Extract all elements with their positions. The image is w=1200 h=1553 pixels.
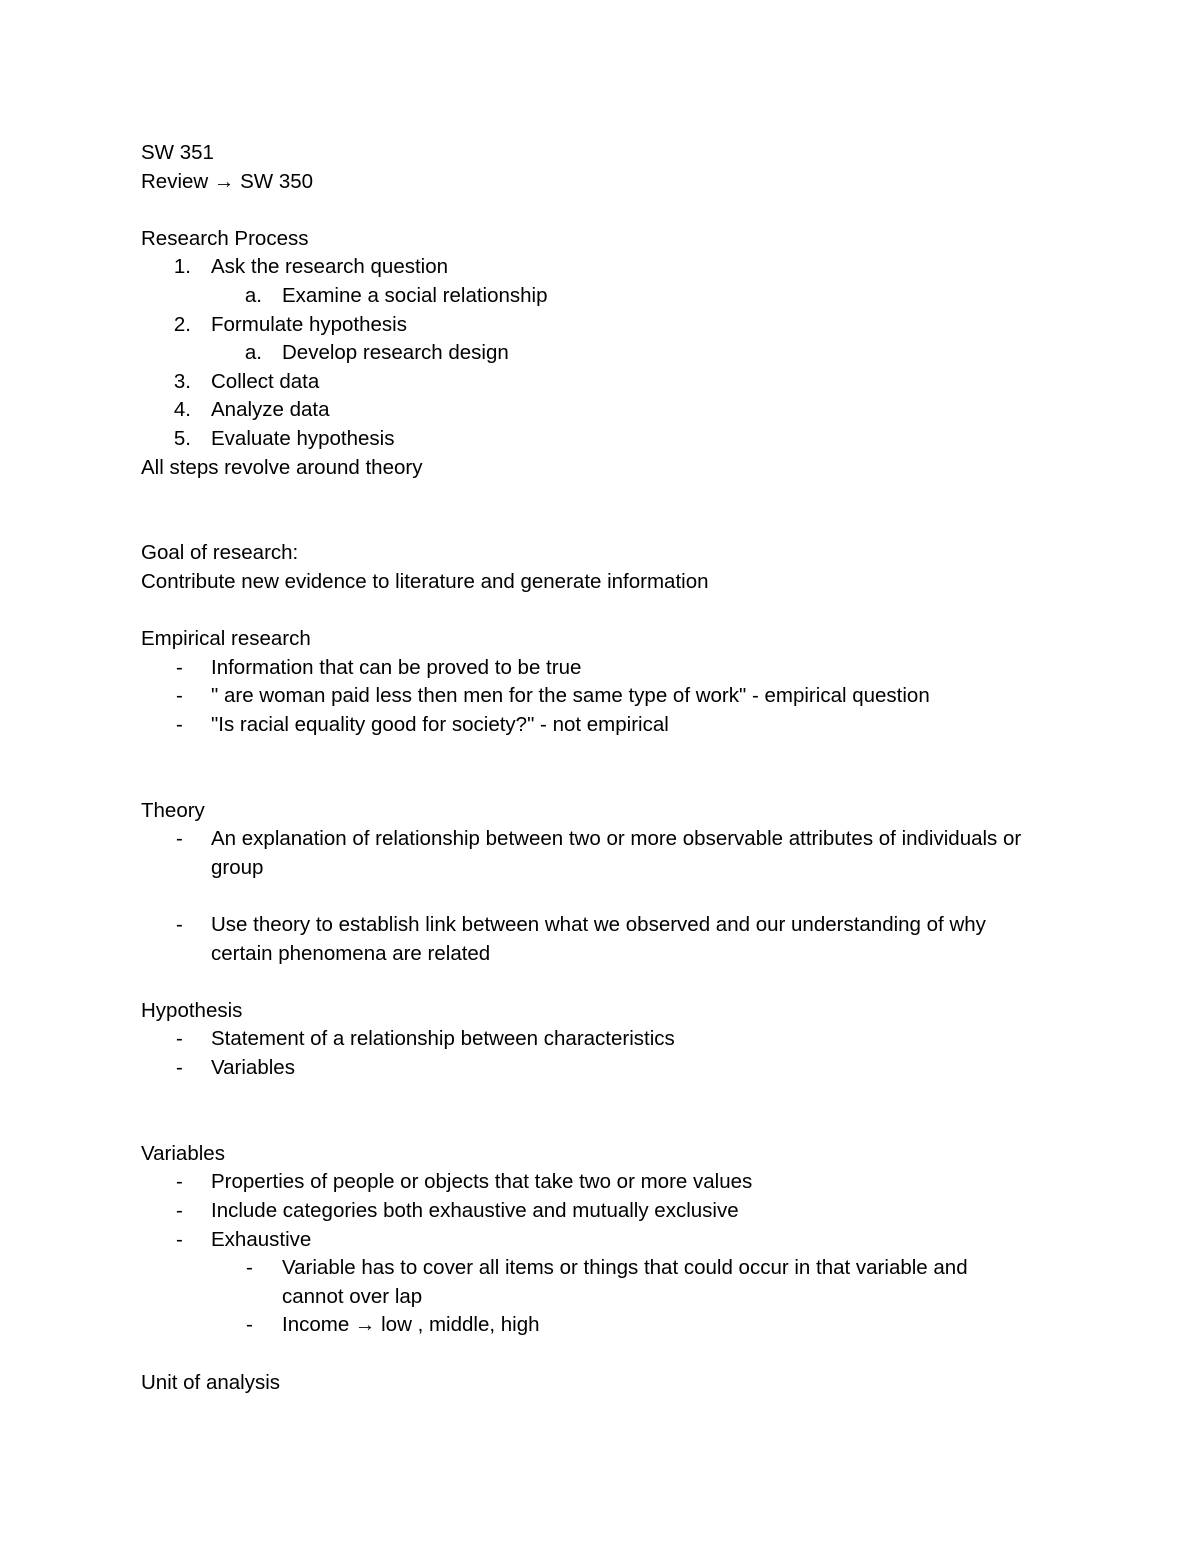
bullet-dash: -: [176, 913, 183, 937]
step-text: Formulate hypothesis: [211, 312, 407, 336]
research-process-heading: Research Process: [141, 226, 309, 250]
list-item-text: Properties of people or objects that take two or more values: [211, 1170, 753, 1194]
process-substep: [141, 339, 1061, 368]
variables-heading: Variables: [141, 1141, 225, 1165]
list-item-text: " are woman paid less then men for the same type of work" - empirical question: [211, 684, 930, 708]
list-item-text: Variables: [211, 1056, 295, 1079]
substep-letter: a.: [244, 283, 262, 307]
list-item: [141, 711, 1061, 740]
document-page: [141, 139, 1061, 1397]
step-text: Analyze data: [211, 398, 330, 422]
substep-text: Examine a social relationship: [282, 283, 548, 307]
sub-list-item-text: Variable has to cover all items or things that could occur in that variable and cannot over lap: [282, 1256, 968, 1308]
list-item: [141, 1054, 1061, 1083]
substep-letter: a.: [244, 341, 262, 365]
sub-list-item-text: Income → low , middle, high: [282, 1313, 540, 1337]
process-step: [141, 396, 1061, 425]
substep-text: Develop research design: [282, 341, 509, 365]
list-item-text: "Is racial equality good for society?" - not empirical: [211, 712, 669, 736]
sub-list-item: [141, 1311, 1061, 1340]
bullet-dash: -: [176, 712, 183, 736]
step-text: Collect data: [211, 369, 320, 393]
empirical-heading: Empirical research: [141, 627, 311, 651]
process-substep: [141, 282, 1061, 311]
step-number: 5.: [173, 426, 191, 450]
step-text: Evaluate hypothesis: [211, 426, 395, 450]
step-number: 1.: [173, 255, 191, 279]
process-step: [141, 368, 1061, 397]
bullet-dash: -: [176, 655, 183, 679]
list-item: [141, 1025, 1061, 1054]
goal-heading: Goal of research:: [141, 541, 299, 565]
bullet-dash: -: [176, 1170, 183, 1194]
bullet-dash: -: [246, 1313, 253, 1337]
bullet-dash: -: [176, 1227, 183, 1251]
bullet-dash: -: [176, 1027, 183, 1051]
review-line: Review → SW 350: [141, 169, 314, 193]
hypothesis-heading: Hypothesis: [141, 998, 243, 1022]
bullet-dash: -: [176, 1056, 183, 1079]
list-item: [141, 911, 1061, 968]
step-number: 3.: [173, 369, 191, 393]
goal-text: Contribute new evidence to literature and generate information: [141, 569, 709, 593]
sub-list-item: [141, 1254, 1061, 1311]
step-number: 2.: [173, 312, 191, 336]
list-item-text: Information that can be proved to be true: [211, 655, 582, 679]
list-item: [141, 1197, 1061, 1226]
list-item-text: Use theory to establish link between what we observed and our understanding of why certain phenomena are related: [211, 913, 986, 965]
step-text: Ask the research question: [211, 255, 449, 279]
bullet-dash: -: [246, 1256, 253, 1280]
bullet-dash: -: [176, 827, 183, 851]
bullet-dash: -: [176, 1198, 183, 1222]
unit-of-analysis-heading: Unit of analysis: [141, 1370, 281, 1394]
process-step: [141, 253, 1061, 282]
list-item: [141, 654, 1061, 683]
list-item: [141, 825, 1061, 882]
list-item-text: Statement of a relationship between characteristics: [211, 1027, 675, 1051]
list-item: [141, 682, 1061, 711]
list-item: [141, 1168, 1061, 1197]
list-item-text: An explanation of relationship between two or more observable attributes of individuals or group: [211, 827, 1022, 879]
process-note: All steps revolve around theory: [141, 455, 423, 479]
list-item: [141, 1226, 1061, 1255]
step-number: 4.: [173, 398, 191, 422]
process-step: [141, 311, 1061, 340]
list-item-text: Include categories both exhaustive and mutually exclusive: [211, 1198, 739, 1222]
course-title: SW 351: [141, 141, 214, 164]
list-item-text: Exhaustive: [211, 1227, 312, 1251]
bullet-dash: -: [176, 684, 183, 708]
process-step: [141, 425, 1061, 454]
theory-heading: Theory: [141, 798, 205, 822]
